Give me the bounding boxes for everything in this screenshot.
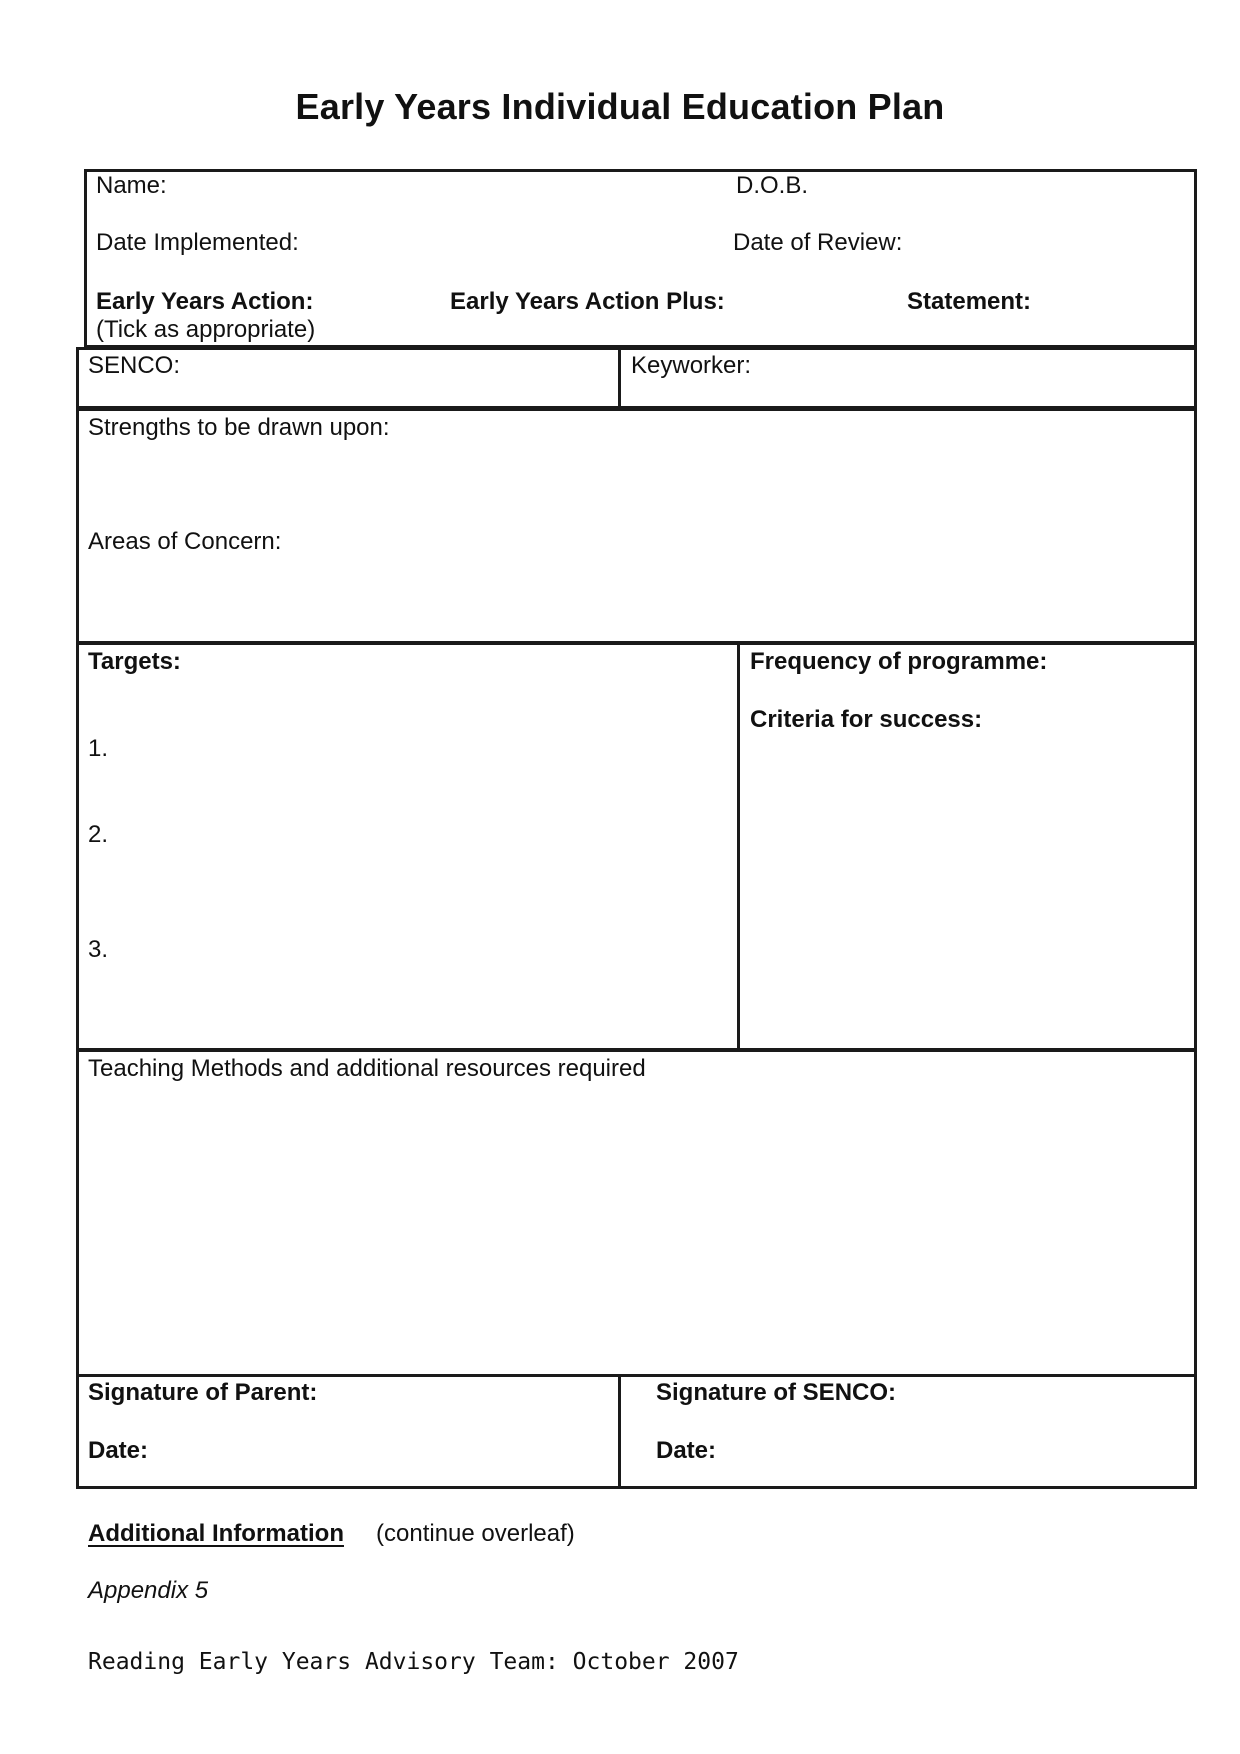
statement-label: Statement:	[907, 288, 1032, 315]
targets-heading: Targets:	[88, 648, 181, 675]
parent-date-label: Date:	[88, 1437, 149, 1464]
name-label: Name:	[96, 172, 167, 199]
early-years-action-label: Early Years Action:	[96, 288, 314, 315]
page-title: Early Years Individual Education Plan	[295, 86, 945, 127]
date-implemented-label: Date Implemented:	[96, 229, 299, 256]
target-item-1: 1.	[88, 735, 109, 762]
programme-cell	[737, 642, 1197, 1051]
early-years-action-plus-label: Early Years Action Plus:	[450, 288, 725, 315]
date-of-review-label: Date of Review:	[733, 229, 903, 256]
senco-label: SENCO:	[88, 352, 181, 379]
teaching-methods-label: Teaching Methods and additional resources required	[88, 1055, 646, 1082]
frequency-label: Frequency of programme:	[750, 648, 1048, 675]
dob-label: D.O.B.	[736, 172, 809, 199]
appendix-label: Appendix 5	[88, 1577, 209, 1604]
target-item-2: 2.	[88, 821, 109, 848]
senco-signature-label: Signature of SENCO:	[656, 1379, 897, 1406]
parent-signature-label: Signature of Parent:	[88, 1379, 318, 1406]
areas-of-concern-label: Areas of Concern:	[88, 528, 282, 555]
continue-overleaf-note: (continue overleaf)	[376, 1520, 575, 1547]
targets-cell	[76, 642, 740, 1051]
tick-note: (Tick as appropriate)	[96, 316, 316, 343]
strengths-concerns-section	[76, 408, 1197, 644]
target-item-3: 3.	[88, 936, 109, 963]
teaching-methods-section	[76, 1049, 1197, 1377]
credit-line: Reading Early Years Advisory Team: October 2007	[88, 1649, 739, 1675]
additional-information-heading: Additional Information	[88, 1520, 344, 1547]
senco-date-label: Date:	[656, 1437, 717, 1464]
criteria-label: Criteria for success:	[750, 706, 983, 733]
strengths-label: Strengths to be drawn upon:	[88, 414, 390, 441]
keyworker-label: Keyworker:	[631, 352, 752, 379]
